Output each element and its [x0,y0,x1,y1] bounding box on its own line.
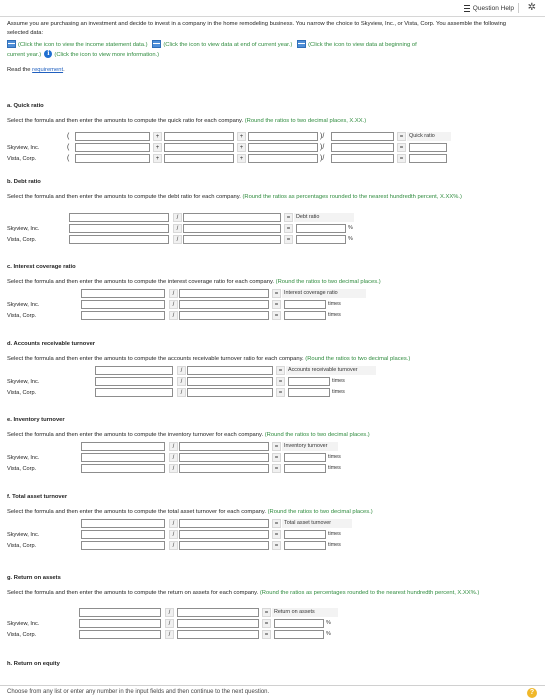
divide-sign: / [169,530,178,539]
equals-sign: = [284,235,293,244]
ratio-header: Quick ratio [407,132,451,141]
equals-sign: = [262,619,271,628]
formula-numerator-input[interactable] [79,608,161,617]
table-icon[interactable] [152,40,161,48]
formula-denominator-input[interactable] [177,608,259,617]
unit-label: times [332,378,345,384]
divide-sign: / [169,311,178,320]
question-help-button[interactable] [460,3,519,13]
section-instructions: Select the formula and then enter the amounts to compute the quick ratio for each company. (Round the ratios to two decimal places, X.XX.) [7,118,367,124]
skyview-input-1[interactable] [75,143,150,152]
read-requirement: Read the requirement. [7,67,65,73]
gear-icon[interactable]: ✲ [527,2,536,13]
skyview-result[interactable] [296,224,346,233]
divide-sign: / [165,608,174,617]
equals-sign: = [284,224,293,233]
equals-sign: = [272,300,281,309]
footer-instructions: Choose from any list or enter any number in the input fields and then continue to the next question. [7,689,270,695]
skyview-numerator-input[interactable] [95,377,173,386]
skyview-numerator-input[interactable] [81,300,165,309]
vista-input-3[interactable] [248,154,318,163]
formula-denominator-input[interactable] [179,519,269,528]
formula-input-4[interactable] [331,132,394,141]
vista-numerator-input[interactable] [69,235,169,244]
skyview-numerator-input[interactable] [81,530,165,539]
divide-sign: / [177,366,186,375]
section-title: f. Total asset turnover [7,494,68,500]
question-help-label: Question Help [472,4,514,12]
divide-sign: / [165,619,174,628]
skyview-numerator-input[interactable] [79,619,161,628]
vista-result[interactable] [288,388,330,397]
formula-numerator-input[interactable] [69,213,169,222]
plus-sign: + [237,143,246,152]
help-button[interactable]: ? [527,688,537,698]
company-label: Vista, Corp. [7,237,37,243]
begin-year-link-cont[interactable]: current year.) [7,52,42,58]
vista-numerator-input[interactable] [79,630,161,639]
section-title: a. Quick ratio [7,103,44,109]
section-return-on-assets [7,574,537,638]
section-instructions: Select the formula and then enter the amounts to compute the debt ratio for each company. (Round the ratios as percentages rounded to the nearest hundredth percent, X.XX%.) [7,194,462,200]
equals-sign: = [272,519,281,528]
divide-sign: / [173,235,182,244]
vista-numerator-input[interactable] [95,388,173,397]
question-content [7,20,527,667]
skyview-denominator-input[interactable] [187,377,273,386]
total-asset-turnover-grid [7,519,427,559]
equals-sign: = [284,213,293,222]
skyview-numerator-input[interactable] [81,453,165,462]
vista-denominator-input[interactable] [179,311,269,320]
formula-numerator-input[interactable] [81,289,165,298]
vista-result[interactable] [284,311,326,320]
section-title: g. Return on assets [7,575,61,581]
skyview-denominator-input[interactable] [179,453,269,462]
equals-sign: = [276,366,285,375]
divide-sign: / [165,630,174,639]
equals-sign: = [272,453,281,462]
divide-sign: / [177,377,186,386]
section-title: e. Inventory turnover [7,417,65,423]
vista-result[interactable] [296,235,346,244]
equals-sign: = [276,388,285,397]
unit-label: % [348,225,353,231]
equals-sign: = [276,377,285,386]
plus-sign: + [153,143,162,152]
company-label: Skyview, Inc. [7,302,40,308]
unit-label: times [328,531,341,537]
section-title: c. Interest coverage ratio [7,264,76,270]
begin-year-link[interactable]: (Click the icon to view data at beginning of [308,42,417,48]
vista-input-1[interactable] [75,154,150,163]
equals-sign: = [272,289,281,298]
formula-numerator-input[interactable] [81,519,165,528]
formula-denominator-input[interactable] [179,289,269,298]
ar-turnover-grid [7,366,427,406]
divide-sign: / [169,442,178,451]
company-label: Vista, Corp. [7,632,37,638]
skyview-denominator-input[interactable] [179,530,269,539]
section-ar-turnover [7,340,537,396]
company-label: Skyview, Inc. [7,145,40,151]
section-title: d. Accounts receivable turnover [7,341,96,347]
quick-ratio-grid [7,132,435,172]
vista-input-2[interactable] [164,154,234,163]
section-debt-ratio [7,178,537,243]
plus-sign: + [237,132,246,141]
equals-sign: = [397,132,406,141]
close-paren-div: )/ [320,144,325,151]
formula-numerator-input[interactable] [81,442,165,451]
section-quick-ratio [7,102,537,162]
vista-denominator-input[interactable] [179,541,269,550]
open-paren: ( [67,144,70,151]
interest-coverage-grid [7,289,427,329]
unit-label: times [328,301,341,307]
skyview-input-3[interactable] [248,143,318,152]
footer-bar [0,685,545,700]
skyview-result[interactable] [284,453,326,462]
unit-label: times [328,454,341,460]
equals-sign: = [272,464,281,473]
unit-label: % [326,620,331,626]
vista-input-4[interactable] [331,154,394,163]
equals-sign: = [272,442,281,451]
end-year-link[interactable]: (Click the icon to view data at end of current year.) [163,42,293,48]
unit-label: times [332,389,345,395]
company-label: Skyview, Inc. [7,532,40,538]
ratio-header: Total asset turnover [282,519,352,528]
equals-sign: = [272,530,281,539]
vista-denominator-input[interactable] [177,630,259,639]
skyview-denominator-input[interactable] [183,224,281,233]
divide-sign: / [169,519,178,528]
section-instructions: Select the formula and then enter the amounts to compute the accounts receivable turnover ratio for each company. (Round the ratios to two decimal places.) [7,356,411,362]
data-links [7,40,527,50]
divide-sign: / [169,541,178,550]
company-label: Vista, Corp. [7,543,37,549]
company-label: Skyview, Inc. [7,379,40,385]
intro-text: Assume you are purchasing an investment and decide to invest in a company in the home remodeling business. You narrow the choice to Skyview, Inc., or Vista, Corp. You assemble the following selected data: [7,21,507,36]
return-on-assets-grid [7,608,427,648]
section-interest-coverage [7,263,537,319]
formula-input-3[interactable] [248,132,318,141]
formula-input-2[interactable] [164,132,234,141]
list-icon [464,5,470,12]
divide-sign: / [173,213,182,222]
formula-denominator-input[interactable] [183,213,281,222]
divide-sign: / [169,289,178,298]
divide-sign: / [169,464,178,473]
unit-label: % [326,631,331,637]
top-toolbar [0,0,545,17]
skyview-denominator-input[interactable] [177,619,259,628]
equals-sign: = [397,154,406,163]
skyview-result[interactable] [274,619,324,628]
unit-label: % [348,236,353,242]
ratio-header: Return on assets [272,608,338,617]
skyview-input-2[interactable] [164,143,234,152]
income-statement-link[interactable]: (Click the icon to view the income statement data.) [18,42,148,48]
formula-numerator-input[interactable] [95,366,173,375]
section-title: h. Return on equity [7,661,60,667]
ratio-header: Interest coverage ratio [282,289,366,298]
company-label: Vista, Corp. [7,156,37,162]
vista-denominator-input[interactable] [179,464,269,473]
skyview-result[interactable] [284,530,326,539]
ratio-header: Accounts receivable turnover [286,366,376,375]
vista-denominator-input[interactable] [183,235,281,244]
vista-result[interactable] [284,464,326,473]
equals-sign: = [262,608,271,617]
company-label: Vista, Corp. [7,390,37,396]
table-icon[interactable] [7,40,16,48]
section-total-asset-turnover [7,493,537,549]
section-instructions: Select the formula and then enter the amounts to compute the return on assets for each company. (Round the ratios as percentages rounded to the nearest hundredth percent, X.XX%.) [7,590,480,596]
close-paren-div: )/ [320,155,325,162]
plus-sign: + [237,154,246,163]
vista-denominator-input[interactable] [187,388,273,397]
skyview-result[interactable] [409,143,447,152]
skyview-numerator-input[interactable] [69,224,169,233]
unit-label: times [328,542,341,548]
vista-result[interactable] [274,630,324,639]
formula-denominator-input[interactable] [187,366,273,375]
divide-sign: / [173,224,182,233]
equals-sign: = [272,541,281,550]
section-instructions: Select the formula and then enter the amounts to compute the inventory turnover for each company. (Round the ratios to two decimal places.) [7,432,370,438]
company-label: Skyview, Inc. [7,226,40,232]
vista-result[interactable] [284,541,326,550]
section-instructions: Select the formula and then enter the amounts to compute the total asset turnover for each company. (Round the ratios to two decimal places.) [7,509,373,515]
skyview-input-4[interactable] [331,143,394,152]
formula-denominator-input[interactable] [179,442,269,451]
vista-numerator-input[interactable] [81,541,165,550]
plus-sign: + [153,154,162,163]
equals-sign: = [397,143,406,152]
section-inventory-turnover [7,416,537,472]
skyview-result[interactable] [284,300,326,309]
vista-numerator-input[interactable] [81,464,165,473]
requirement-link[interactable]: requirement [32,67,64,73]
ratio-header: Debt ratio [294,213,354,222]
company-label: Vista, Corp. [7,466,37,472]
formula-input-1[interactable] [75,132,150,141]
more-info-link[interactable]: (Click the icon to view more information.) [54,52,160,58]
skyview-denominator-input[interactable] [179,300,269,309]
company-label: Skyview, Inc. [7,455,40,461]
section-title: b. Debt ratio [7,179,41,185]
equals-sign: = [272,311,281,320]
ratio-header: Inventory turnover [282,442,338,451]
equals-sign: = [262,630,271,639]
company-label: Vista, Corp. [7,313,37,319]
skyview-result[interactable] [288,377,330,386]
unit-label: times [328,312,341,318]
plus-sign: + [153,132,162,141]
close-paren-div: )/ [320,133,325,140]
vista-result[interactable] [409,154,447,163]
section-instructions: Select the formula and then enter the amounts to compute the interest coverage ratio for each company. (Round the ratios to two decimal places.) [7,279,381,285]
inventory-turnover-grid [7,442,427,482]
vista-numerator-input[interactable] [81,311,165,320]
unit-label: times [328,465,341,471]
divide-sign: / [177,388,186,397]
divide-sign: / [169,453,178,462]
company-label: Skyview, Inc. [7,621,40,627]
open-paren: ( [67,133,70,140]
section-return-on-equity [7,660,537,669]
data-links-2 [7,50,527,60]
debt-ratio-grid [7,213,427,253]
divide-sign: / [169,300,178,309]
open-paren: ( [67,155,70,162]
info-icon[interactable]: i [44,50,52,58]
table-icon[interactable] [297,40,306,48]
